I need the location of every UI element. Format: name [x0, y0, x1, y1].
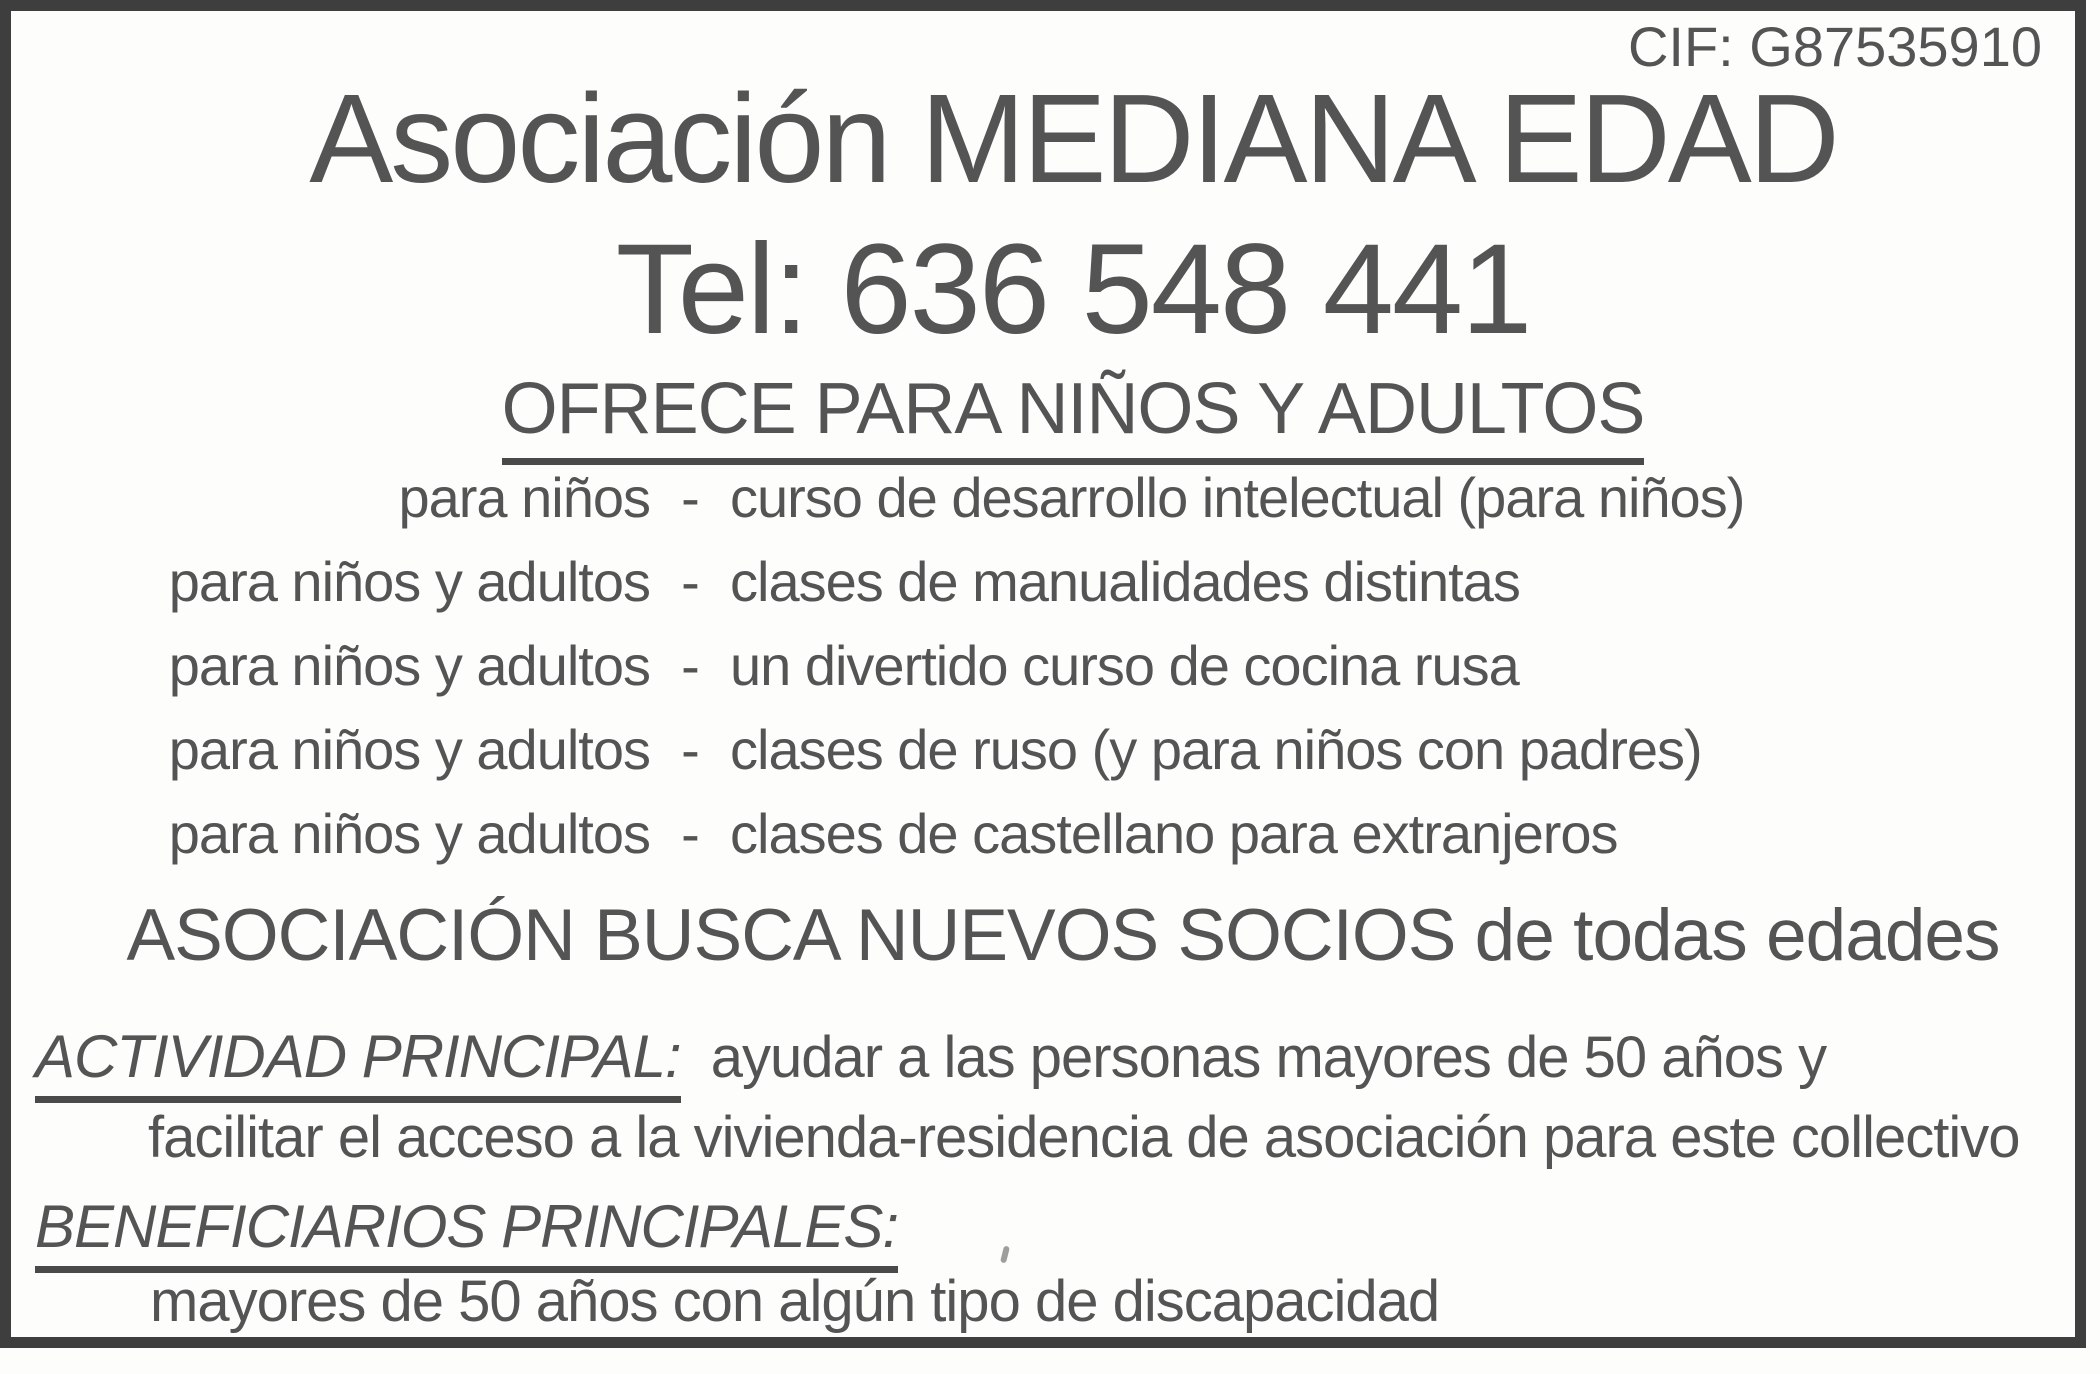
main-activity-line2: facilitar el acceso a la vivienda-residencia de asociación para este collectivo	[148, 1105, 2020, 1170]
offer-row	[0, 539, 2086, 623]
offer-activity: clases de ruso (y para niños con padres)	[730, 717, 1702, 781]
offers-list	[0, 455, 2086, 875]
offer-row	[0, 791, 2086, 875]
offer-separator: -	[681, 465, 699, 529]
main-activity-line1	[35, 1022, 1826, 1103]
offer-audience: para niños y adultos	[168, 801, 650, 865]
offer-activity: un divertido curso de cocina rusa	[730, 633, 1519, 697]
main-activity-label: ACTIVIDAD PRINCIPAL:	[35, 1022, 681, 1103]
beneficiaries-label: BENEFICIARIOS PRINCIPALES:	[35, 1192, 898, 1273]
offer-row	[0, 707, 2086, 791]
beneficiaries-text: mayores de 50 años con algún tipo de discapacidad	[150, 1269, 1440, 1334]
offer-row	[0, 623, 2086, 707]
offer-separator: -	[681, 717, 699, 781]
offer-audience: para niños y adultos	[168, 549, 650, 613]
cif-number: CIF: G87535910	[1627, 15, 2042, 78]
offer-audience: para niños y adultos	[168, 717, 650, 781]
offer-activity: clases de castellano para extranjeros	[730, 801, 1618, 865]
offer-separator: -	[681, 633, 699, 697]
association-title: Asociación MEDIANA EDAD	[309, 68, 1837, 209]
recruiting-line: ASOCIACIÓN BUSCA NUEVOS SOCIOS de todas edades	[126, 895, 2000, 976]
phone-number: Tel: 636 548 441	[615, 218, 1531, 361]
main-activity-text1: ayudar a las personas mayores de 50 años y	[710, 1025, 1827, 1090]
offer-row	[0, 455, 2086, 539]
offer-audience: para niños y adultos	[168, 633, 650, 697]
offers-heading-wrap	[60, 368, 2086, 465]
beneficiaries-label-line	[35, 1192, 898, 1273]
offer-audience: para niños	[398, 465, 650, 529]
offer-activity: curso de desarrollo intelectual (para niños)	[730, 465, 1745, 529]
offer-separator: -	[681, 801, 699, 865]
offers-heading: OFRECE PARA NIÑOS Y ADULTOS	[502, 368, 1645, 465]
offer-separator: -	[681, 549, 699, 613]
offer-activity: clases de manualidades distintas	[730, 549, 1520, 613]
